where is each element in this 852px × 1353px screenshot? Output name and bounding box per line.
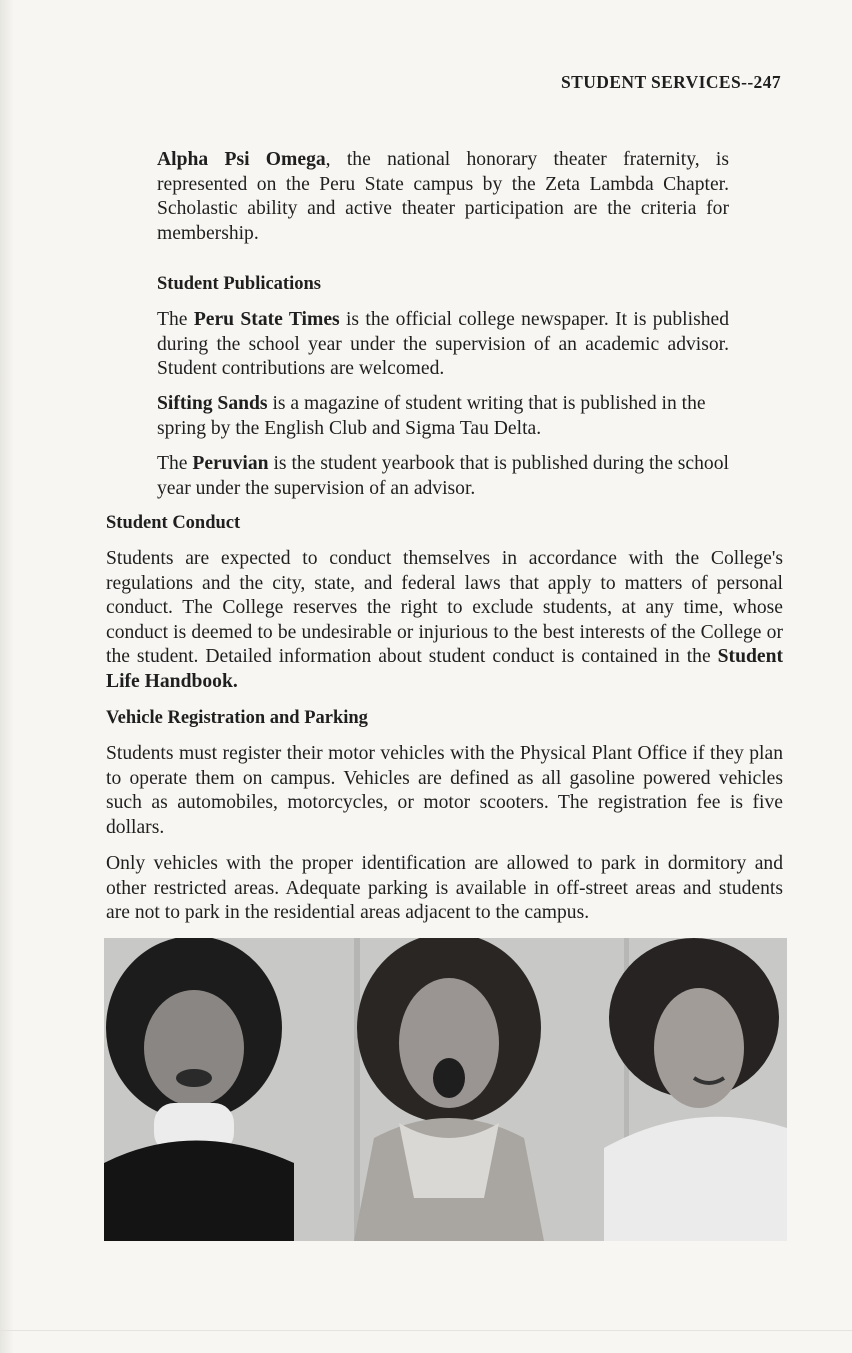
alpha-psi-omega-name: Alpha Psi Omega [157, 149, 326, 170]
times-text: is the official college newspaper. It is published during the school year under the supervision of an academic advisor. Student contributions are welcomed. [157, 309, 729, 380]
three-laughing-students-photo [104, 938, 787, 1241]
student-publications-heading: Student Publications [157, 274, 321, 294]
vehicle-registration-paragraph-1: Students must register their motor vehicles with the Physical Plant Office if they plan to operate them on campus. Vehicles are defined as all gasoline powered vehicles such as automobiles, motorcycles, or motor scooters. The registration fee is five dollars. [106, 743, 783, 838]
alpha-psi-omega-text: , the national honorary theater fraternity, is represented on the Peru State campus by the Zeta Lambda Chapter. Scholastic ability and active theater participation are the criteria for membership. [157, 149, 729, 244]
times-prefix: The [157, 309, 194, 330]
student-life-handbook: Student Life Handbook. [106, 646, 783, 692]
peruvian-prefix: The [157, 453, 193, 474]
alpha-psi-omega-paragraph [157, 148, 729, 246]
student-conduct-heading: Student Conduct [106, 513, 241, 533]
peruvian-name: Peruvian [192, 453, 269, 474]
vehicle-registration-paragraph-2: Only vehicles with the proper identification are allowed to park in dormitory and other restricted areas. Adequate parking is available in off-street areas and students are not to park in the residential areas adjacent to the campus. [106, 853, 783, 924]
sifting-sands-text: is a magazine of student writing that is published in the spring by the English Club and Sigma Tau Delta. [157, 393, 706, 439]
page-bottom-rule [0, 1330, 852, 1331]
scan-edge-shadow [0, 0, 14, 1353]
peruvian-text: is the student yearbook that is published during the school year under the supervision of an advisor. [157, 453, 729, 499]
vehicle-registration-heading: Vehicle Registration and Parking [106, 708, 368, 728]
running-head: STUDENT SERVICES--247 [561, 72, 781, 92]
center-student [354, 938, 544, 1241]
student-conduct-paragraph [106, 547, 783, 695]
peru-state-times-name: Peru State Times [193, 309, 340, 330]
sifting-sands-name: Sifting Sands [157, 393, 268, 414]
peru-state-times-paragraph [157, 308, 729, 382]
peruvian-paragraph [157, 452, 729, 501]
student-conduct-text: Students are expected to conduct themselves in accordance with the College's regulations and the city, state, and federal laws that apply to matters of personal conduct. The College reserves the right to exclude students, at any time, whose conduct is deemed to be undesirable or injurious to the best interests of the College or the student. Detailed information about student conduct is contained in the [106, 548, 783, 668]
sifting-sands-paragraph [157, 392, 729, 441]
photo-illustration [104, 938, 787, 1241]
